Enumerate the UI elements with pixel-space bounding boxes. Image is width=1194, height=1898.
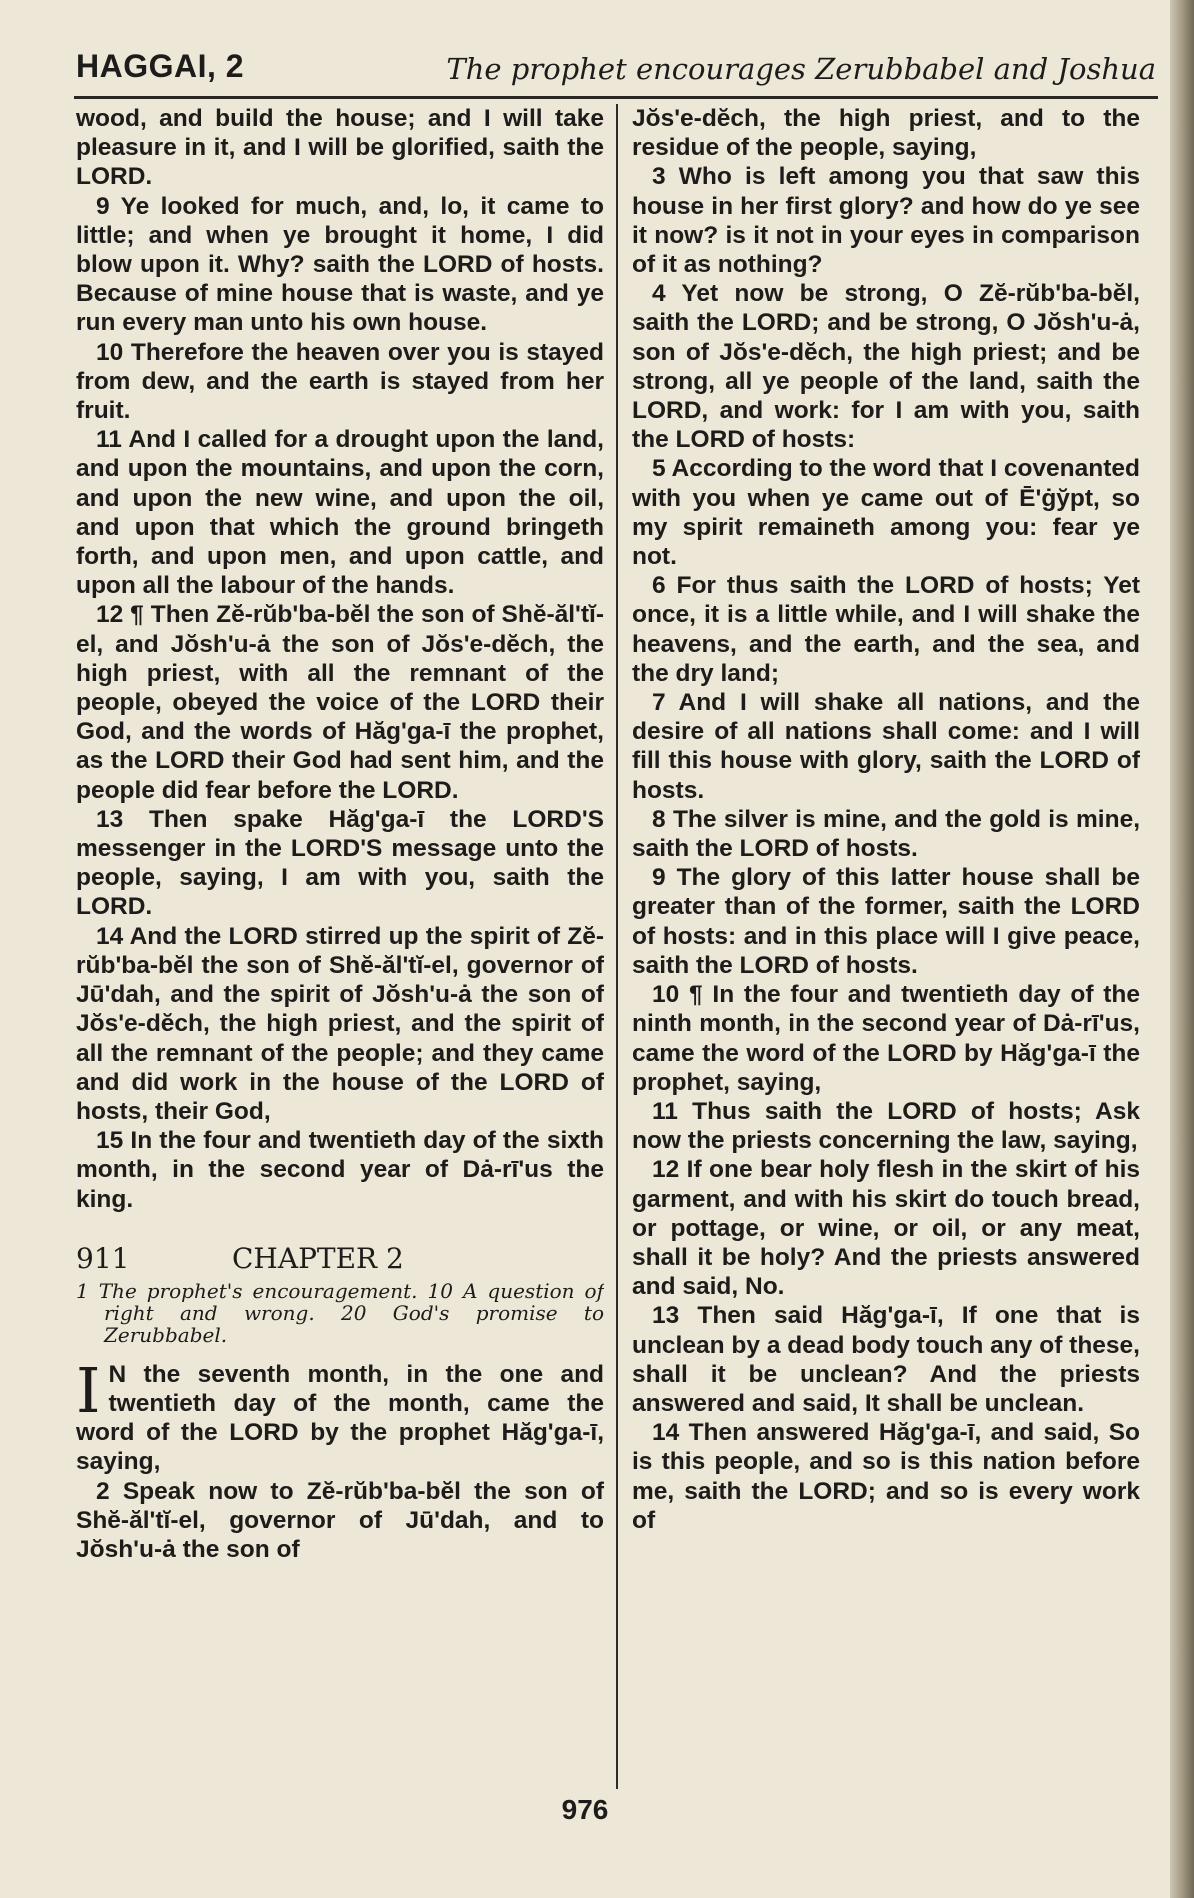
running-title: The prophet encourages Zerubbabel and Joshua xyxy=(446,52,1156,86)
verse-15: 15 In the four and twentieth day of the sixth month, in the second year of Dȧ-rī'us the king. xyxy=(76,1127,604,1213)
book-chapter-heading: HAGGAI, 2 xyxy=(76,48,245,84)
verse-7: 7 And I will shake all nations, and the desire of all nations shall come: and I will fill this house with glory, saith the LORD of hosts. xyxy=(632,689,1140,804)
verse-8: 8 The silver is mine, and the gold is mine, saith the LORD of hosts. xyxy=(632,805,1140,863)
header-rule xyxy=(74,96,1158,99)
chapter-heading xyxy=(76,1242,604,1276)
column-divider xyxy=(616,104,618,1789)
verse-12: 12 If one bear holy flesh in the skirt of his garment, and with his skirt do touch bread, or pottage, or wine, or oil, or any meat, shall it be holy? And the priests answered and said, No. xyxy=(632,1156,1140,1301)
verse-3: 3 Who is left among you that saw this house in her first glory? and how do ye see it now? is it not in your eyes in comparison of it as nothing? xyxy=(632,163,1140,279)
left-column xyxy=(76,104,604,1794)
verse-4: 4 Yet now be strong, O Zĕ-rŭb'ba-bĕl, saith the LORD; and be strong, O Jŏsh'u-ȧ, son of Jŏs'e-dĕch, the high priest; and be strong, all ye people of the land, saith the LORD, and work: for I am with you, saith the LORD of hosts: xyxy=(632,280,1140,454)
verse-13: 13 Then said Hăg'ga-ī, If one that is unclean by a dead body touch any of these, shall it be unclean? And the priests answered and said, It shall be unclean. xyxy=(632,1302,1140,1417)
chapter-reference-number: 911 xyxy=(76,1241,130,1275)
verse-10: 10 ¶ In the four and twentieth day of the ninth month, in the second year of Dȧ-rī'us, came the word of the LORD by Hăg'ga-ī the prophet, saying, xyxy=(632,981,1140,1096)
verse-5: 5 According to the word that I covenanted with you when ye came out of Ē'ġy̆pt, so my spirit remaineth among you: fear ye not. xyxy=(632,455,1140,571)
verse-1-text: N the seventh month, in the one and twentieth day of the month, came the word of the LORD by the prophet Hăg'ga-ī, saying, xyxy=(76,1360,604,1476)
chapter-summary: 1 The prophet's encouragement. 10 A question of right and wrong. 20 God's promise to Zerubbabel. xyxy=(76,1278,604,1347)
chapter-title: CHAPTER 2 xyxy=(232,1241,404,1275)
verse-14: 14 And the LORD stirred up the spirit of Zĕ-rŭb'ba-bĕl the son of Shĕ-ăl'tĭ-el, governor of Jū'dah, and the spirit of Jŏsh'u-ȧ the son of Jŏs'e-dĕch, the high priest, and the spirit of all the remnant of the people; and they came and did work in the house of the LORD of hosts, their God, xyxy=(76,922,604,1125)
verse-13: 13 Then spake Hăg'ga-ī the LORD'S messenger in the LORD'S message unto the people, saying, I am with you, saith the LORD. xyxy=(76,805,604,921)
verse-14: 14 Then answered Hăg'ga-ī, and said, So is this people, and so is this nation before me, saith the LORD; and so is every work of xyxy=(632,1419,1140,1534)
verse-continuation: Jŏs'e-dĕch, the high priest, and to the residue of the people, saying, xyxy=(632,105,1140,162)
verse-12: 12 ¶ Then Zĕ-rŭb'ba-bĕl the son of Shĕ-ăl'tĭ-el, and Jŏsh'u-ȧ the son of Jŏs'e-dĕch, the high priest, with all the remnant of the people, obeyed the voice of the LORD their God, and the words of Hăg'ga-ī the prophet, as the LORD their God had sent him, and the people did fear before the LORD. xyxy=(76,601,604,804)
page-number: 976 xyxy=(561,1794,609,1825)
page-edge-shadow xyxy=(1170,0,1194,1898)
verse-11: 11 Thus saith the LORD of hosts; Ask now the priests concerning the law, saying, xyxy=(632,1097,1140,1155)
verse-9: 9 The glory of this latter house shall be greater than of the former, saith the LORD of hosts: and in this place will I give peace, saith the LORD of hosts. xyxy=(632,864,1140,979)
verse-11: 11 And I called for a drought upon the land, and upon the mountains, and upon the corn, and upon the new wine, and upon the oil, and upon that which the ground bringeth forth, and upon men, and upon cattle, and upon all the labour of the hands. xyxy=(76,426,604,600)
verse-2: 2 Speak now to Zĕ-rŭb'ba-bĕl the son of Shĕ-ăl'tĭ-el, governor of Jū'dah, and to Jŏsh'u-ȧ the son of xyxy=(76,1477,604,1563)
verse-1 xyxy=(76,1353,604,1477)
verse-6: 6 For thus saith the LORD of hosts; Yet once, it is a little while, and I will shake the heavens, and the earth, and the sea, and the dry land; xyxy=(632,572,1140,687)
verse-9: 9 Ye looked for much, and, lo, it came to little; and when ye brought it home, I did blow upon it. Why? saith the LORD of hosts. Because of mine house that is waste, and ye run every man unto his own house. xyxy=(76,192,604,337)
verse-10: 10 Therefore the heaven over you is stayed from dew, and the earth is stayed from her fruit. xyxy=(76,338,604,425)
right-column xyxy=(632,104,1140,1794)
verse-continuation: wood, and build the house; and I will take pleasure in it, and I will be glorified, saith the LORD. xyxy=(76,105,604,191)
page-header xyxy=(76,48,1156,94)
drop-cap: I xyxy=(76,1353,101,1427)
